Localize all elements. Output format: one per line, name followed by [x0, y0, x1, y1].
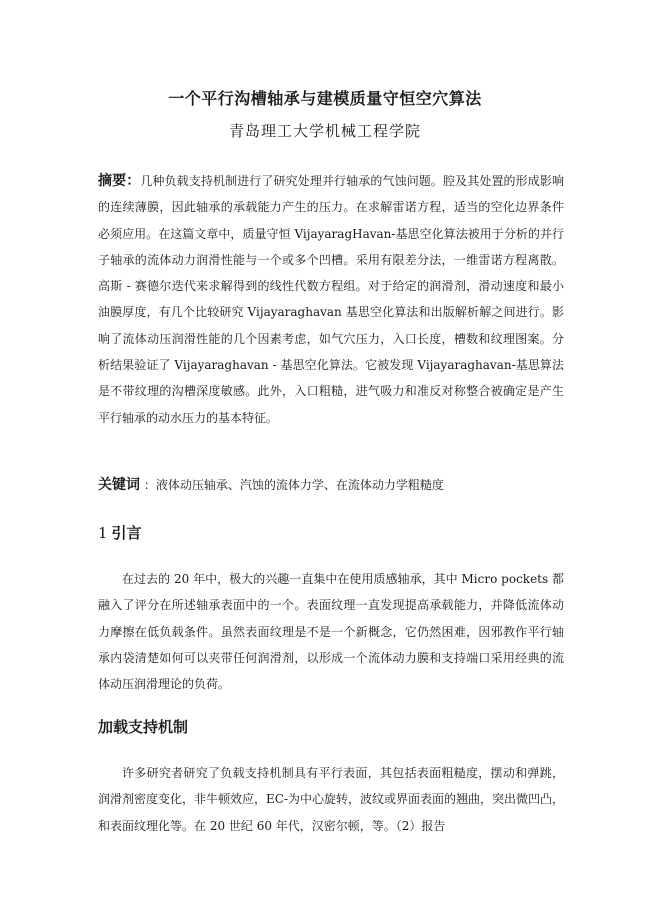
section-heading-introduction: [98, 522, 142, 543]
abstract-paragraph: [98, 168, 564, 431]
author-affiliation: 青岛理工大学机械工程学院: [228, 122, 421, 140]
section-heading-load-support: [98, 716, 188, 737]
section-number: 1: [98, 524, 108, 542]
keywords-label: 关键词: [98, 477, 140, 493]
abstract-text: 几种负载支持机制进行了研究处理并行轴承的气蚀问题。腔及其处置的形成影响的连续薄膜，因此轴承的承载能力产生的压力。在求解雷诺方程，适当的空化边界条件必须应用。在这篇文章中，质量守恒 VijayaragHavan-基思空化算法被用于分析的并行子轴承的流体动力润滑性能与一个或多个凹槽。采用有限差分法，一维雷诺方程离散。高斯 - 赛德尔迭代来求解得到的线性代数方程组。对于给定的润滑剂，滑动速度和最小油膜厚度，有几个比较研究 Vijayaraghavan 基思空化算法和出版解析解之间进行。影响了流体动压润滑性能的几个因素考虑，如气穴压力，入口长度，槽数和纹理图案。分析结果验证了 Vijayaraghavan - 基思空化算法。它被发现 Vijayaraghavan-基思算法是不带纹理的沟槽深度敏感。此外，入口粗糙，进气吸力和准反对称整合被确定是产生平行轴承的动水压力的基本特征。: [98, 174, 564, 425]
introduction-paragraph: 在过去的 20 年中，极大的兴趣一直集中在使用质感轴承，其中 Micro pockets 都融入了评分在所述轴承表面中的一个。表面纹理一直发现提高承载能力，并降低流体动力摩擦在低负载条件。虽然表面纹理是不是一个新概念，它仍然困难，因邪教作平行轴承内袋清楚如何可以夹带任何润滑剂，以形成一个流体动力膜和支持端口采用经典的流体动压润滑理论的负荷。: [98, 572, 564, 692]
keywords-line: [98, 474, 564, 496]
section-title: 引言: [111, 524, 142, 542]
section-title: 加载支持机制: [98, 718, 189, 736]
paper-title: 一个平行沟槽轴承与建模质量守恒空穴算法: [168, 89, 482, 108]
load-support-paragraph: 许多研究者研究了负载支持机制具有平行表面，其包括表面粗糙度，摆动和弹跳，润滑剂密度变化，非牛顿效应，EC-为中心旋转，波纹或界面表面的翘曲，突出微凹凸，和表面纹理化等。在 20 世纪 60 年代，汉密尔顿，等。（2）报告: [98, 766, 564, 833]
abstract-label: 摘要：: [98, 173, 141, 189]
keywords-text: ：液体动压轴承、汽蚀的流体力学、在流体动力学粗糙度: [143, 478, 444, 492]
